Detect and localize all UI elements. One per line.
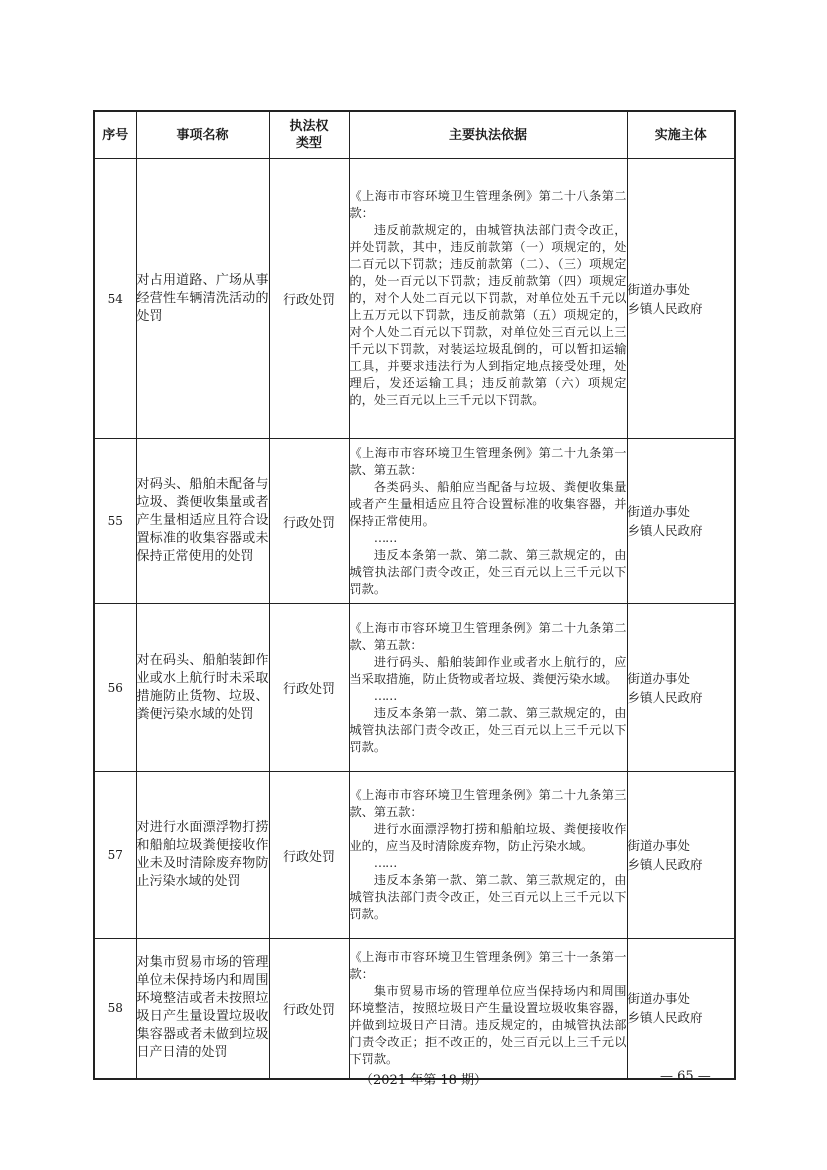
table-header-row — [94, 111, 735, 159]
row-item-name: 对码头、船舶未配备与垃圾、粪便收集量或者产生量相适应且符合设置标准的收集容器或未保持正常使用的处罚 — [136, 439, 269, 604]
table-row — [94, 772, 735, 939]
header-legal-basis: 主要执法依据 — [349, 111, 627, 159]
row-implementing-body: 街道办事处 乡镇人民政府 — [627, 439, 735, 604]
basis-paragraph: 各类码头、船舶应当配备与垃圾、粪便收集量或者产生量相适应且符合设置标准的收集容器，并保持正常使用。 — [349, 479, 627, 528]
basis-citation: 《上海市市容环境卫生管理条例》第二十九条第三款、第五款： — [349, 788, 627, 819]
basis-ellipsis: …… — [373, 688, 397, 703]
header-item-name: 事项名称 — [136, 111, 269, 159]
row-serial-no: 56 — [94, 604, 136, 772]
row-serial-no: 57 — [94, 772, 136, 939]
header-implementing-body: 实施主体 — [627, 111, 735, 159]
row-item-name: 对进行水面漂浮物打捞和船舶垃圾粪便接收作业未及时清除废弃物防止污染水域的处罚 — [136, 772, 269, 939]
basis-paragraph: 违反本条第一款、第二款、第三款规定的，由城管执法部门责令改正，处三百元以上三千元以下罚款。 — [349, 705, 627, 754]
row-legal-basis — [349, 439, 627, 604]
row-serial-no: 58 — [94, 939, 136, 1079]
header-serial-no: 序号 — [94, 111, 136, 159]
basis-paragraph: 集市贸易市场的管理单位应当保持场内和周围环境整洁，按照垃圾日产生量设置垃圾收集容器，并做到垃圾日产日清。违反规定的，由城管执法部门责令改正；拒不改正的，处三百元以上三千元以下罚款。 — [349, 983, 627, 1066]
header-power-type-text: 执法权类型 — [289, 119, 329, 151]
basis-ellipsis: …… — [373, 530, 397, 545]
header-power-type — [269, 111, 349, 159]
table-row — [94, 439, 735, 604]
row-power-type: 行政处罚 — [269, 939, 349, 1079]
basis-paragraph: 违反前款规定的，由城管执法部门责令改正，并处罚款，其中，违反前款第（一）项规定的，处二百元以下罚款；违反前款第（二）、（三）项规定的，处一百元以下罚款；违反前款第（四）项规定的，对个人处二百元以下罚款，对单位处五千元以上五万元以下罚款，违反前款第（五）项规定的，对个人处二百元以下罚款，对单位处三百元以上三千元以下罚款，对装运垃圾乱倒的，可以暂扣运输工具，并要求违法行为人到指定地点接受处理，处理后，发还运输工具；违反前款第（六）项规定的，处三百元以上三千元以下罚款。 — [349, 223, 627, 407]
row-power-type: 行政处罚 — [269, 604, 349, 772]
row-implementing-body: 街道办事处 乡镇人民政府 — [627, 772, 735, 939]
row-item-name: 对占用道路、广场从事经营性车辆清洗活动的处罚 — [136, 159, 269, 439]
basis-ellipsis: …… — [373, 856, 397, 870]
basis-paragraph: 违反本条第一款、第二款、第三款规定的，由城管执法部门责令改正，处三百元以上三千元以下罚款。 — [349, 547, 627, 596]
row-serial-no: 54 — [94, 159, 136, 439]
enforcement-table — [93, 110, 736, 1080]
basis-citation: 《上海市市容环境卫生管理条例》第二十八条第二款： — [349, 189, 627, 220]
basis-citation: 《上海市市容环境卫生管理条例》第二十九条第一款、第五款： — [349, 445, 627, 477]
row-item-name: 对在码头、船舶装卸作业或水上航行时未采取措施防止货物、垃圾、粪便污染水域的处罚 — [136, 604, 269, 772]
row-legal-basis — [349, 159, 627, 439]
basis-paragraph: 进行水面漂浮物打捞和船舶垃圾、粪便接收作业的，应当及时清除废弃物，防止污染水域。 — [349, 822, 627, 853]
issue-number: （2021 年第 18 期） — [360, 1073, 488, 1088]
page-number: — 65 — — [660, 1069, 711, 1084]
row-implementing-body: 街道办事处 乡镇人民政府 — [627, 604, 735, 772]
row-power-type: 行政处罚 — [269, 772, 349, 939]
table-row — [94, 604, 735, 772]
row-power-type: 行政处罚 — [269, 439, 349, 604]
row-implementing-body: 街道办事处 乡镇人民政府 — [627, 939, 735, 1079]
row-legal-basis — [349, 772, 627, 939]
basis-citation: 《上海市市容环境卫生管理条例》第二十九条第二款、第五款： — [349, 620, 627, 652]
row-legal-basis — [349, 939, 627, 1079]
basis-paragraph: 违反本条第一款、第二款、第三款规定的，由城管执法部门责令改正，处三百元以上三千元以下罚款。 — [349, 873, 627, 921]
row-legal-basis — [349, 604, 627, 772]
row-item-name: 对集市贸易市场的管理单位未保持场内和周围环境整洁或者未按照垃圾日产生量设置垃圾收集容器或者未做到垃圾日产日清的处罚 — [136, 939, 269, 1079]
basis-citation: 《上海市市容环境卫生管理条例》第三十一条第一款： — [349, 949, 627, 981]
row-power-type: 行政处罚 — [269, 159, 349, 439]
row-serial-no: 55 — [94, 439, 136, 604]
table-row — [94, 159, 735, 439]
row-implementing-body: 街道办事处 乡镇人民政府 — [627, 159, 735, 439]
table-row — [94, 939, 735, 1079]
basis-paragraph: 进行码头、船舶装卸作业或者水上航行的，应当采取措施，防止货物或者垃圾、粪便污染水域。 — [349, 654, 627, 686]
